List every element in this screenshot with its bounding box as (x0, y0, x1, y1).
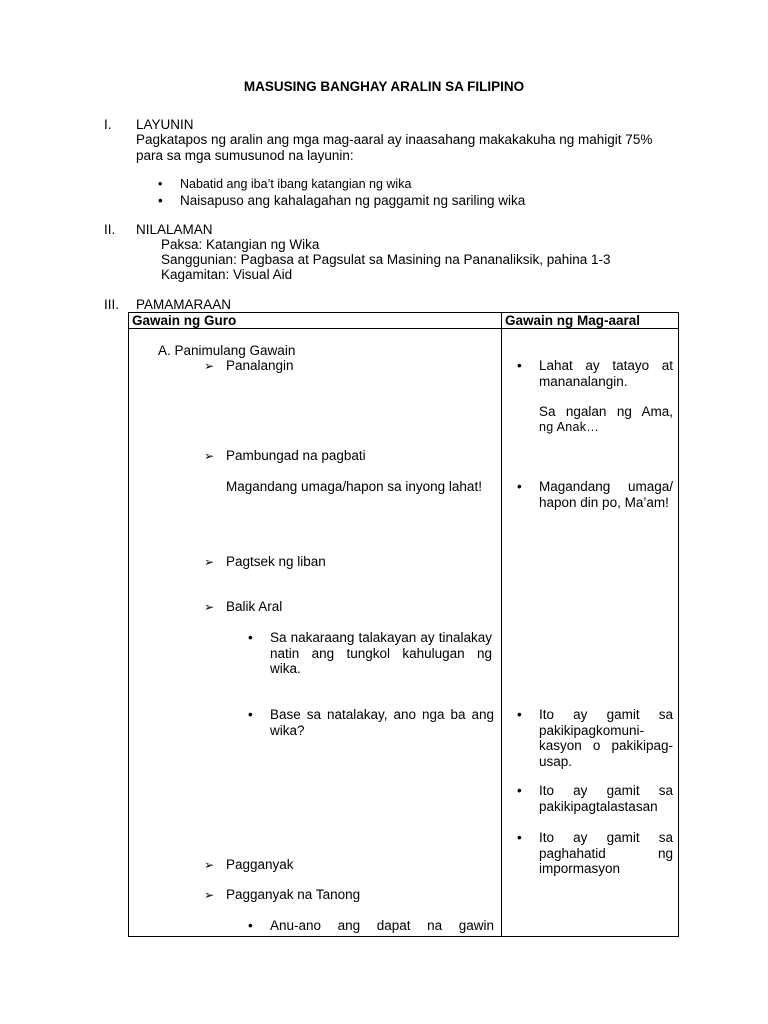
panimulang-gawain-label: A. Panimulang Gawain (158, 343, 296, 358)
response-panalangin: • Lahat ay tatayo at mananalangin. (539, 358, 673, 389)
layunin-intro-line2: para sa mga sumusunod na layunin: (136, 148, 354, 163)
layunin-bullet-2: • Naisapuso ang kahalagahan ng paggamit ng sariling wika (180, 193, 525, 208)
page-title: MASUSING BANGHAY ARALIN SA FILIPINO (243, 79, 525, 94)
pagganyak-item: ➢ Pagganyak (226, 857, 294, 872)
pagganyak-tanong-item: ➢ Pagganyak na Tanong (226, 887, 360, 902)
prayer-line-2: ng Anak… (539, 420, 600, 434)
section-heading-nilalaman: NILALAMAN (136, 222, 213, 237)
section-numeral-layunin: I. (104, 117, 112, 132)
section-heading-layunin: LAYUNIN (136, 117, 194, 132)
response-wika-3: • Ito ay gamit sa paghahatid ng impormasyon (539, 830, 673, 877)
balik-aral-bullet-1: • Sa nakaraang talakayan ay tinalakay natin ang tungkol kahulugan ng wika. (270, 630, 492, 677)
section-numeral-pamamaraan: III. (104, 297, 120, 312)
layunin-bullet-1: • Nabatid ang iba’t ibang katangian ng wika (180, 177, 411, 191)
pagganyak-tanong-bullet-1: • Anu-ano ang dapat na gawin (270, 918, 494, 934)
nilalaman-kagamitan: Kagamitan: Visual Aid (161, 267, 293, 282)
header-gawain-magaaral: Gawain ng Mag-aaral (502, 313, 679, 329)
pagtsek-item: ➢ Pagtsek ng liban (226, 554, 326, 569)
section-heading-pamamaraan: PAMAMARAAN (136, 297, 232, 312)
response-wika-2: • Ito ay gamit sa pakikipagtalastasan (539, 783, 673, 814)
prayer-line-1: Sa ngalan ng Ama, (539, 404, 673, 419)
pambungad-text: Magandang umaga/hapon sa inyong lahat! (226, 479, 482, 494)
section-numeral-nilalaman: II. (104, 222, 116, 237)
header-gawain-guro: Gawain ng Guro (129, 313, 502, 329)
nilalaman-paksa: Paksa: Katangian ng Wika (161, 237, 320, 252)
table-header-row (129, 313, 679, 329)
response-panalangin-prayer (539, 404, 673, 436)
panalangin-item: ➢ Panalangin (226, 358, 294, 373)
nilalaman-sanggunian: Sanggunian: Pagbasa at Pagsulat sa Masining na Pananaliksik, pahina 1-3 (161, 252, 611, 267)
layunin-intro-line1: Pagkatapos ng aralin ang mga mag-aaral ay inaasahang makakakuha ng mahigit 75% (136, 132, 653, 147)
pambungad-item: ➢ Pambungad na pagbati (226, 448, 366, 463)
balik-aral-bullet-2: • Base sa natalakay, ano nga ba ang wika? (270, 707, 494, 738)
response-pagbati: • Magandang umaga/ hapon din po, Ma’am! (539, 479, 673, 510)
balik-aral-item: ➢ Balik Aral (226, 599, 282, 614)
response-wika-1: • Ito ay gamit sa pakikipagkomuni-kasyon o pakikipag-usap. (539, 707, 673, 769)
